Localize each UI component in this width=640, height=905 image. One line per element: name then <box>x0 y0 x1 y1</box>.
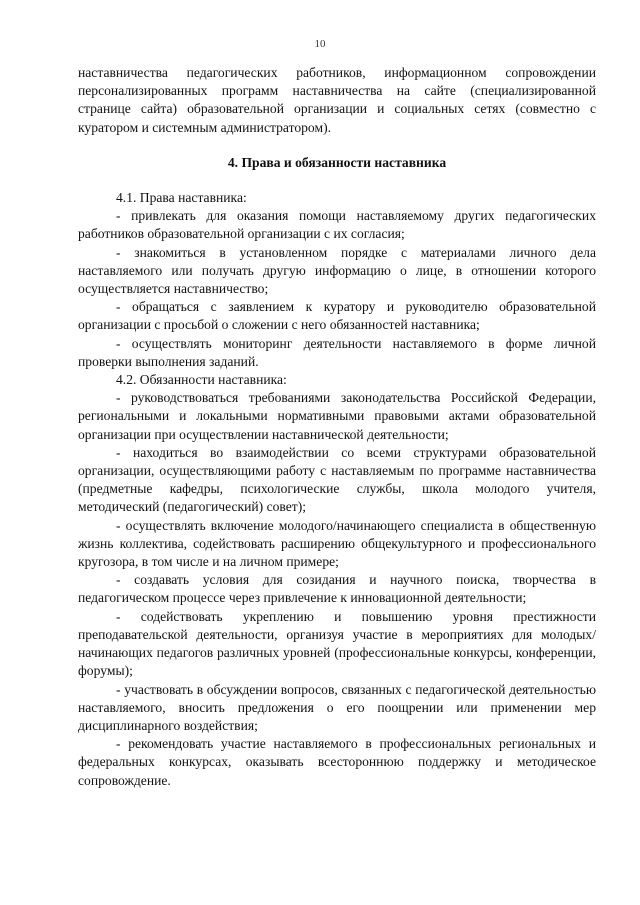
duties-heading: 4.2. Обязанности наставника: <box>116 372 287 388</box>
intro-paragraph: наставничества педагогических работников, информационном сопровождении персонализированных программ наставничества на сайте (специализированной странице сайта) образовательной организации и социальных сетях (совместно с куратором и системным администратором). <box>78 65 596 135</box>
duties-item: - рекомендовать участие наставляемого в профессиональных региональных и федеральных конкурсах, оказывать всестороннюю поддержку и методическое сопровождение. <box>78 736 596 788</box>
duties-item: - осуществлять включение молодого/начинающего специалиста в общественную жизнь коллектива, содействовать расширению общекультурного и профессионального кругозора, в том числе и на личном примере; <box>78 517 596 570</box>
duties-item: - руководствоваться требованиями законодательства Российской Федерации, региональными и локальными нормативными правовыми актами образовательной организации при осуществлении наставнической деятельности; <box>78 390 596 442</box>
document-body <box>78 64 596 790</box>
duties-item: - находиться во взаимодействии со всеми структурами образовательной организации, осуществляющими работу с наставляемым по программе наставничества (предметные кафедры, психологические службы, школа молодого учителя, методический (педагогический) совет); <box>78 444 596 515</box>
duties-item: - участвовать в обсуждении вопросов, связанных с педагогической деятельностью наставляемого, вносить предложения о его поощрении или применении мер дисциплинарного воздействия; <box>78 681 596 733</box>
duties-item: - создавать условия для созидания и научного поиска, творчества в педагогическом процессе через привлечение к инновационной деятельности; <box>78 572 596 606</box>
rights-item: - привлекать для оказания помощи наставляемому других педагогических работников образовательной организации с их согласия; <box>78 208 596 242</box>
rights-item: - осуществлять мониторинг деятельности наставляемого в форме личной проверки выполнения заданий. <box>78 335 596 369</box>
rights-item: - знакомиться в установленном порядке с материалами личного дела наставляемого или получать другую информацию о лице, в отношении которого осуществляется наставничество; <box>78 244 596 297</box>
rights-heading: 4.1. Права наставника: <box>116 190 247 206</box>
duties-item: - содействовать укреплению и повышению уровня престижности преподавательской деятельности, организуя участие в мероприятиях для молодых/начинающих педагогов различных уровней (профессиональные конкурсы, конференции, форумы); <box>78 608 596 679</box>
page-number: 10 <box>314 38 326 50</box>
rights-item: - обращаться с заявлением к куратору и руководителю образовательной организации с просьбой о сложении с него обязанностей наставника; <box>78 299 596 333</box>
section-title: 4. Права и обязанности наставника <box>227 154 447 170</box>
